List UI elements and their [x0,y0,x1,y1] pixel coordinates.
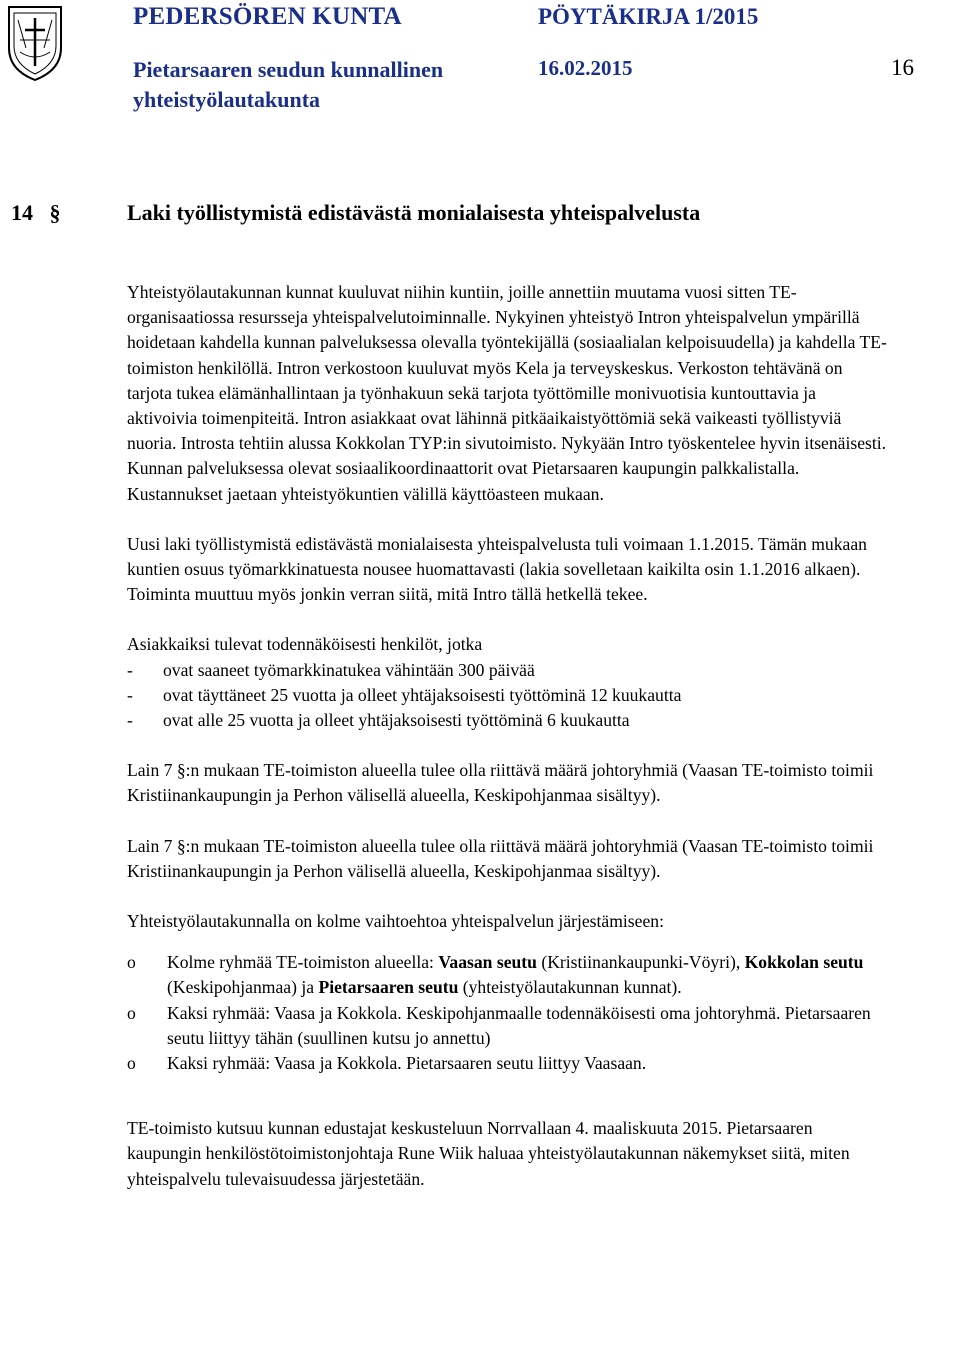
list-item [127,1051,889,1076]
document-type: PÖYTÄKIRJA 1/2015 [538,4,759,29]
dash-marker: - [127,684,133,705]
committee-name-line2: yhteistyölautakunta [133,87,321,112]
paragraph-options-intro: Yhteistyölautakunnalla on kolme vaihtoehtoa yhteispalvelun järjestämiseen: [127,911,664,932]
list-item-text: ovat täyttäneet 25 vuotta ja olleet yhtäjaksoisesti työttöminä 12 kuukautta [163,684,682,705]
document-body [127,280,889,1217]
municipality-crest-icon [6,4,64,82]
list-item [127,683,889,708]
option-text: (Keskipohjanmaa) ja [167,977,319,998]
paragraph-intro: Yhteistyölautakunnan kunnat kuuluvat niihin kuntiin, joille annettiin muutama vuosi sitten TE-organisaatiossa resursseja yhteispalvelutoiminnalle. Nykyinen yhteistyö Intron yhteispalvelun ympärillä hoidetaan kahdella kunnan palveluksessa olevalla työntekijällä (sosiaalialan kelpoisuudella) ja kahdella TE-toimiston henkilöllä. Intron verkostoon kuuluvat myös Kela ja terveyskeskus. Verkoston tehtävänä on tarjota tukea elämänhallintaan ja työnhakuun sekä tarjota työttömille monivuotisia kuntouttavia ja aktivoivia toimenpiteitä. Intron asiakkaat ovat lähinnä pitkäaikaistyöttömiä sekä vaikeasti työllistyviä nuoria. Introsta tehtiin alussa Kokkolan TYP:in sivutoimisto. Nykyään Intro työskentelee hyvin itsenäisesti. Kunnan palveluksessa olevat sosiaalikoordinaattorit ovat Pietarsaaren kaupungin palkkalistalla. Kustannukset jaetaan yhteistyökuntien välillä käyttöasteen mukaan. [127,282,887,504]
bullet-marker: o [127,1053,136,1074]
meeting-date: 16.02.2015 [538,56,633,80]
list-item [127,708,889,733]
paragraph-new-law: Uusi laki työllistymistä edistävästä monialaisesta yhteispalvelusta tuli voimaan 1.1.2015. Tämän mukaan kuntien osuus työmarkkinatuesta nousee huomattavasti (lakia sovelletaan kaikilta osin 1.1.2016 alkaen). Toiminta muuttuu myös jonkin verran siitä, mitä Intro tällä hetkellä tekee. [127,533,867,605]
option-bold: Kokkolan seutu [744,952,864,973]
list-item [127,1001,889,1051]
option-2-text: Kaksi ryhmää: Vaasa ja Kokkola. Keskipohjanmaalle todennäköisesti oma johtoryhmä. Pietarsaaren seutu liittyy tähän (suullinen kutsu jo annettu) [167,1002,871,1048]
section-symbol: § [49,200,61,225]
page-number: 16 [891,55,914,80]
option-3-text: Kaksi ryhmää: Vaasa ja Kokkola. Pietarsaaren seutu liittyy Vaasaan. [167,1053,647,1074]
paragraph-meeting-invitation: TE-toimisto kutsuu kunnan edustajat keskusteluun Norrvallaan 4. maaliskuuta 2015. Pietarsaaren kaupungin henkilöstötoimistonjohtaja Rune Wiik haluaa yhteistyölautakunnan näkemykset siitä, miten yhteispalvelu tulevaisuudessa järjestetään. [127,1118,850,1189]
option-text: (yhteistyölautakunnan kunnat). [458,977,682,998]
clients-intro: Asiakkaiksi tulevat todennäköisesti henkilöt, jotka [127,634,483,655]
section-number-value: 14 [11,200,33,225]
list-item [127,658,889,683]
section-title: Laki työllistymistä edistävästä monialaisesta yhteispalvelusta [127,200,701,225]
options-list [127,950,889,1076]
bullet-marker: o [127,1002,136,1023]
dash-marker: - [127,659,133,680]
option-1-text [167,950,889,1000]
paragraph-clients [127,632,889,733]
option-text: (Kristiinankaupunki-Vöyri), [536,952,745,973]
option-bold: Pietarsaaren seutu [318,977,459,998]
dash-marker: - [127,710,133,731]
committee-name-line1: Pietarsaaren seudun kunnallinen [133,57,444,82]
list-item [127,950,889,1000]
committee-name [133,55,443,115]
bullet-marker: o [127,952,136,973]
list-item-text: ovat alle 25 vuotta ja olleet yhtäjaksoisesti työttöminä 6 kuukautta [163,710,630,731]
paragraph-law-section-7-repeat: Lain 7 §:n mukaan TE-toimiston alueella tulee olla riittävä määrä johtoryhmiä (Vaasan TE-toimisto toimii Kristiinankaupungin ja Perhon välisellä alueella, Keskipohjanmaa sisältyy). [127,835,874,881]
municipality-name: PEDERSÖREN KUNTA [133,3,402,30]
section-number [11,200,61,226]
list-item-text: ovat saaneet työmarkkinatukea vähintään 300 päivää [163,659,535,680]
option-bold: Vaasan seutu [438,952,537,973]
paragraph-law-section-7: Lain 7 §:n mukaan TE-toimiston alueella tulee olla riittävä määrä johtoryhmiä (Vaasan TE-toimisto toimii Kristiinankaupungin ja Perhon välisellä alueella, Keskipohjanmaa sisältyy). [127,760,874,806]
option-text: Kolme ryhmää TE-toimiston alueella: [167,952,439,973]
